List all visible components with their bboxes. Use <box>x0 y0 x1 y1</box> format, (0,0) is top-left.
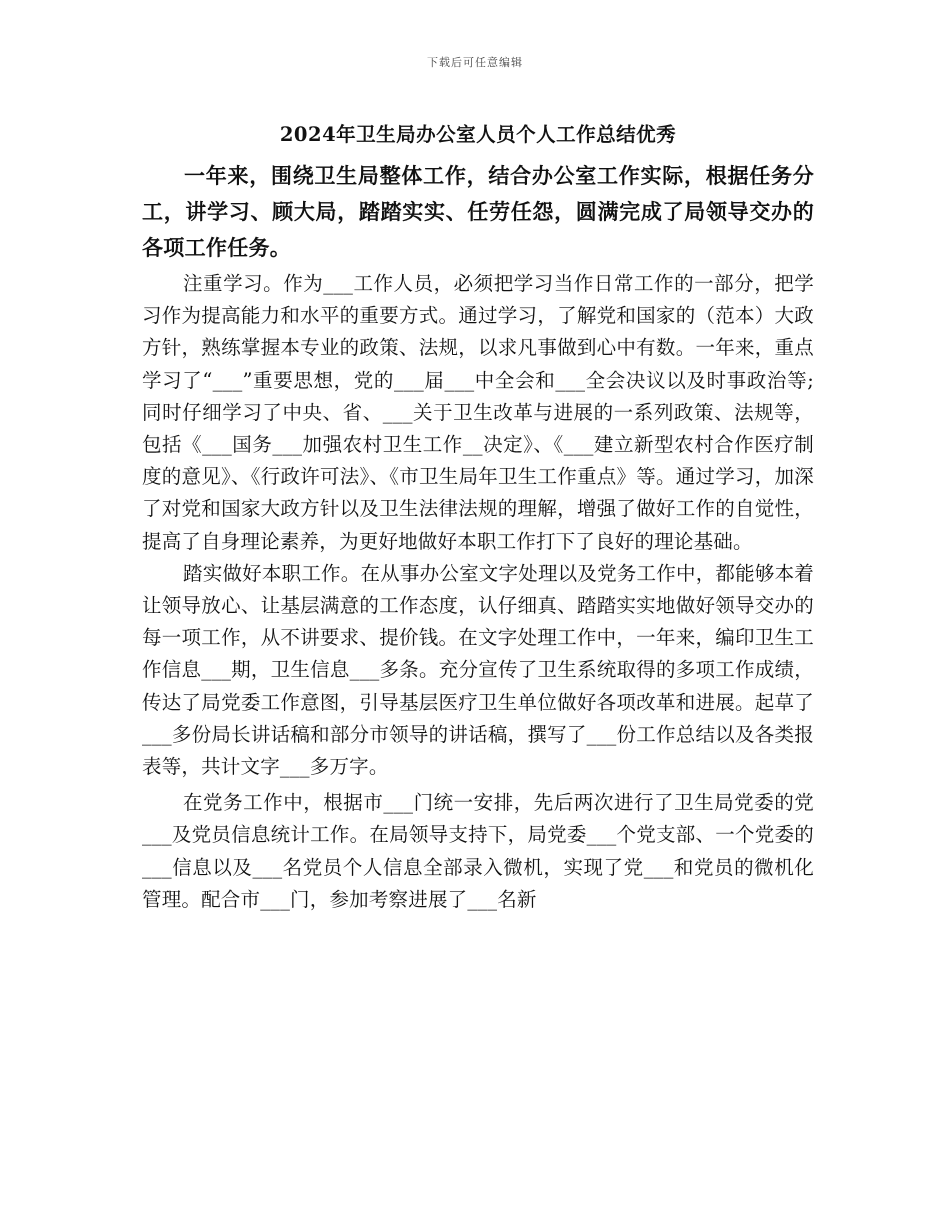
document-title: 2024年卫生局办公室人员个人工作总结优秀 <box>279 123 677 146</box>
paragraph-party-work: 在党务工作中，根据市___门统一安排，先后两次进行了卫生局党委的党___及党员信息统计工作。在局领导支持下，局党委___个党支部、一个党委的___信息以及___名党员个人信息全部录入微机，实现了党___和党员的微机化管理。配合市___门，参加考察进展了___名新 <box>142 791 814 911</box>
lead-paragraph: 一年来，围绕卫生局整体工作，结合办公室工作实际，根据任务分工，讲学习、顾大局，踏踏实实、任劳任怨，圆满完成了局领导交办的各项工作任务。 <box>142 163 814 260</box>
document-body <box>142 118 814 916</box>
paragraph-duties: 踏实做好本职工作。在从事办公室文字处理以及党务工作中，都能够本着让领导放心、让基层满意的工作态度，认仔细真、踏踏实实地做好领导交办的每一项工作，从不讲要求、提价钱。在文字处理工作中，一年来，编印卫生工作信息___期，卫生信息___多条。充分宣传了卫生系统取得的多项工作成绩，传达了局党委工作意图，引导基层医疗卫生单位做好各项改革和进展。起草了___多份局长讲话稿和部分市领导的讲话稿，撰写了___份工作总结以及各类报表等，共计文字___多万字。 <box>142 561 814 779</box>
paragraph-study: 注重学习。作为___工作人员，必须把学习当作日常工作的一部分，把学习作为提高能力和水平的重要方式。通过学习，了解党和国家的（范本）大政方针，熟练掌握本专业的政策、法规，以求凡事做到心中有数。一年来，重点学习了“___”重要思想，党的___届___中全会和___全会决议以及时事政治等;同时仔细学习了中央、省、___关于卫生改革与进展的一系列政策、法规等，包括《___国务___加强农村卫生工作__决定》、《___建立新型农村合作医疗制度的意见》、《行政许可法》、《市卫生局年卫生工作重点》等。通过学习，加深了对党和国家大政方针以及卫生法律法规的理解，增强了做好工作的自觉性，提高了自身理论素养，为更好地做好本职工作打下了良好的理论基础。 <box>142 272 814 553</box>
page-header-note: 下载后可任意编辑 <box>427 56 523 69</box>
